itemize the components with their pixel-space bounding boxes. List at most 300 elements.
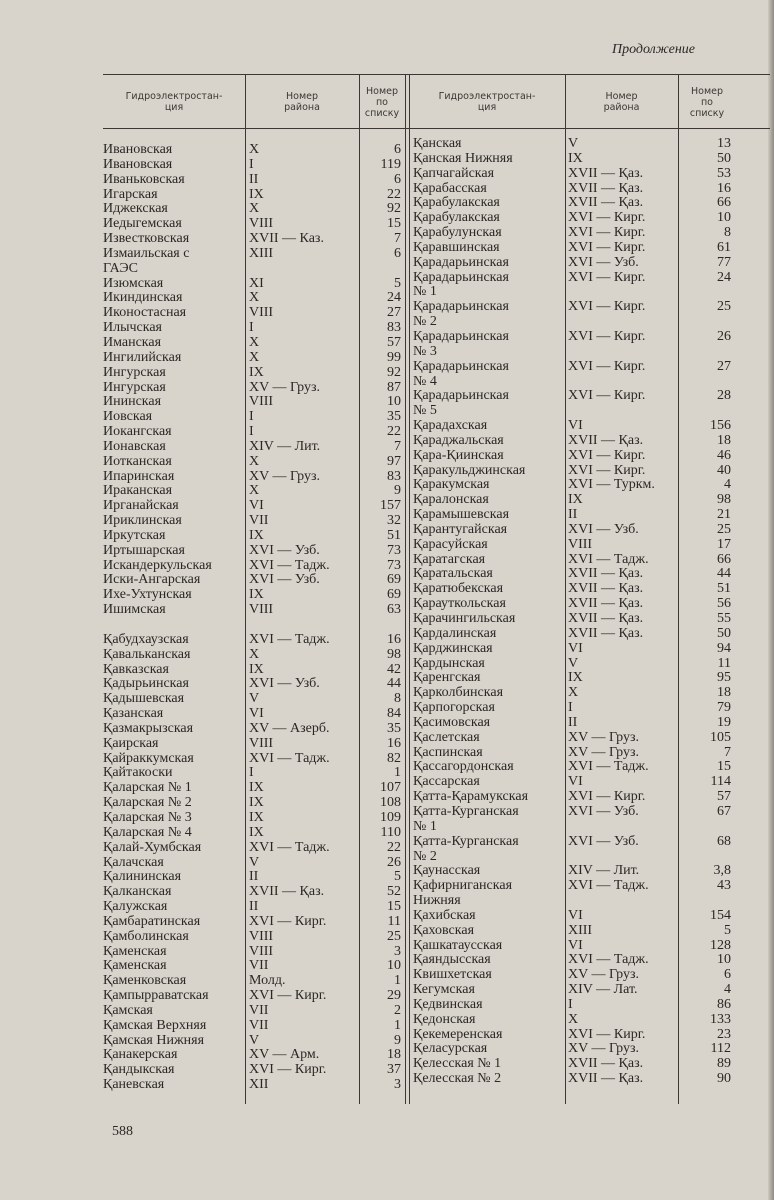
table-row xyxy=(103,974,401,989)
region-number: IX xyxy=(249,809,264,825)
header-number-left: Номер по списку xyxy=(364,85,400,119)
table-row xyxy=(103,722,401,737)
table-row xyxy=(413,360,731,390)
table-row xyxy=(413,300,731,330)
list-number: 9 xyxy=(394,1032,401,1048)
region-number: XVI — Кирг. xyxy=(568,328,646,344)
station-name: Қарадарьинская xyxy=(413,254,509,270)
table-row xyxy=(413,196,731,211)
list-number: 17 xyxy=(717,536,731,552)
list-number: 4 xyxy=(724,477,731,493)
list-number: 6 xyxy=(724,967,731,983)
station-name: Қамская Верхняя xyxy=(103,1017,207,1033)
table-row xyxy=(413,597,731,612)
list-number: 156 xyxy=(710,418,731,434)
region-number: IX xyxy=(249,527,264,543)
station-name: Қарабасская xyxy=(413,180,487,196)
region-number: XVI — Кирг. xyxy=(249,1062,327,1078)
station-name: Иедыгемская xyxy=(103,216,182,232)
list-number: 98 xyxy=(387,646,401,662)
section-gap xyxy=(103,618,401,633)
station-name: Қардалинская xyxy=(413,625,497,641)
region-number: XV — Груз. xyxy=(568,744,640,760)
table-row xyxy=(413,256,731,271)
region-number: XVII — Қаз. xyxy=(249,884,325,900)
station-name: Иртышарская xyxy=(103,542,185,558)
list-number: 69 xyxy=(387,587,401,603)
station-name: Қаракумская xyxy=(413,477,490,493)
table-row xyxy=(413,775,731,790)
list-number: 77 xyxy=(717,254,731,270)
table-row xyxy=(103,440,401,455)
station-name: Қашкатаусская xyxy=(413,937,503,953)
region-number: II xyxy=(568,507,578,523)
table-row xyxy=(413,968,731,983)
list-number: 22 xyxy=(387,839,401,855)
table-row xyxy=(103,633,401,648)
region-number: XVI — Кирг. xyxy=(568,789,646,805)
header-station-right: Гидроэлектростан- ция xyxy=(438,91,536,113)
list-number: 3,8 xyxy=(713,863,731,879)
station-name: Қалканская xyxy=(103,884,172,900)
list-number: 94 xyxy=(717,640,731,656)
station-name: Қарабулакская xyxy=(413,195,500,211)
table-row xyxy=(103,856,401,871)
station-name: Қалачская xyxy=(103,854,164,870)
region-number: XV — Груз. xyxy=(568,729,640,745)
table-row xyxy=(103,381,401,396)
station-name: Қапчагайская xyxy=(413,165,495,181)
table-row xyxy=(103,826,401,841)
list-number: 5 xyxy=(724,922,731,938)
station-name: Қаларская № 2 xyxy=(103,795,192,811)
list-number: 82 xyxy=(387,750,401,766)
region-number: XVI — Тадж. xyxy=(568,878,649,894)
list-number: 92 xyxy=(387,201,401,217)
region-number: XV — Груз. xyxy=(568,967,640,983)
region-number: XVII — Қаз. xyxy=(568,180,644,196)
station-name: Қаратальская xyxy=(413,566,493,582)
region-number: XVII — Қаз. xyxy=(568,625,644,641)
region-number: IX xyxy=(568,670,583,686)
region-number: VI xyxy=(568,907,583,923)
table-row xyxy=(413,137,731,152)
list-number: 10 xyxy=(387,958,401,974)
list-number: 9 xyxy=(394,483,401,499)
region-number: XV — Груз. xyxy=(249,468,321,484)
list-number: 16 xyxy=(717,180,731,196)
station-name: Иски-Ангарская xyxy=(103,572,201,588)
table-row xyxy=(413,523,731,538)
station-name: Қалужская xyxy=(103,899,168,915)
region-number: XVI — Узб. xyxy=(568,254,639,270)
region-number: XVII — Қаз. xyxy=(568,566,644,582)
station-name: Қаравшинская xyxy=(413,239,500,255)
region-number: XVII — Қаз. xyxy=(568,165,644,181)
region-number: I xyxy=(249,320,254,336)
table-row xyxy=(413,627,731,642)
list-number: 53 xyxy=(717,165,731,181)
region-number: VI xyxy=(568,640,583,656)
station-name: Қатта-Курганская № 2 xyxy=(413,833,519,864)
table-row xyxy=(413,731,731,746)
list-number: 107 xyxy=(380,780,401,796)
station-name: Қаспинская xyxy=(413,744,483,760)
station-name: Иотканская xyxy=(103,453,172,469)
region-number: VIII xyxy=(249,305,274,321)
station-name: Ираканская xyxy=(103,483,173,499)
list-number: 67 xyxy=(717,803,731,819)
table-row xyxy=(413,211,731,226)
region-number: X xyxy=(249,453,260,469)
station-name: Қаменская xyxy=(103,943,167,959)
table-row xyxy=(413,760,731,775)
table-row xyxy=(413,553,731,568)
continuation-label: Продолжение xyxy=(612,42,695,57)
region-number: XIV — Лат. xyxy=(568,982,638,998)
table-row xyxy=(413,389,731,419)
list-number: 154 xyxy=(710,907,731,923)
list-number: 29 xyxy=(387,988,401,1004)
station-name: Иджекская xyxy=(103,201,168,217)
table-row xyxy=(103,737,401,752)
station-name: Қараджальская xyxy=(413,432,504,448)
region-number: I xyxy=(249,424,254,440)
station-name: Қарачингильская xyxy=(413,611,516,626)
station-name: Қавказская xyxy=(103,661,169,677)
station-name: Квишхетская xyxy=(413,967,492,983)
table-row xyxy=(413,1057,731,1072)
table-row xyxy=(103,158,401,173)
station-name: Қаренгская xyxy=(413,670,481,686)
region-number: VIII xyxy=(249,928,274,944)
station-name: Қаменская xyxy=(103,958,167,974)
station-name: Илычская xyxy=(103,320,163,336)
table-row xyxy=(413,642,731,657)
region-number: V xyxy=(249,1032,260,1048)
list-number: 63 xyxy=(387,602,401,618)
station-name: Қарадарьинская № 3 xyxy=(413,328,509,359)
station-name: Қатта-Қарамукская xyxy=(413,789,529,805)
table-row xyxy=(103,321,401,336)
region-number: VIII xyxy=(249,602,274,618)
table-row xyxy=(413,879,731,909)
station-name: Қамская xyxy=(103,1002,153,1018)
list-number: 35 xyxy=(387,720,401,736)
region-number: X xyxy=(568,685,579,701)
region-number: V xyxy=(568,136,579,151)
table-row xyxy=(413,538,731,553)
list-number: 24 xyxy=(717,269,731,285)
table-row xyxy=(413,271,731,301)
station-name: Измаильская с ГАЭС xyxy=(103,245,190,276)
table-row xyxy=(103,484,401,499)
region-number: XVII — Қаз. xyxy=(568,611,644,626)
station-name: Қедонская xyxy=(413,1011,476,1027)
list-number: 90 xyxy=(717,1071,731,1087)
station-name: Икиндинская xyxy=(103,290,183,306)
region-number: XV — Груз. xyxy=(568,1041,640,1057)
list-number: 1 xyxy=(394,765,401,781)
list-number: 3 xyxy=(394,943,401,959)
region-number: VI xyxy=(568,418,583,434)
region-number: VI xyxy=(568,774,583,790)
station-name: Ингурская xyxy=(103,379,166,395)
region-number: XVI — Кирг. xyxy=(568,299,646,315)
region-number: VII xyxy=(249,1002,269,1018)
list-number: 7 xyxy=(394,438,401,454)
station-name: Қаховская xyxy=(413,922,475,938)
table-row xyxy=(413,478,731,493)
region-number: X xyxy=(249,142,260,157)
list-number: 84 xyxy=(387,706,401,722)
station-name: Қарасуйская xyxy=(413,536,488,552)
region-number: V xyxy=(249,691,260,707)
table-row xyxy=(103,692,401,707)
station-name: Қаралонская xyxy=(413,492,489,508)
list-number: 6 xyxy=(394,245,401,261)
list-number: 18 xyxy=(387,1047,401,1063)
region-number: XV — Груз. xyxy=(249,379,321,395)
station-name: Қарадарьинская № 2 xyxy=(413,299,509,330)
table-row xyxy=(413,1028,731,1043)
list-number: 28 xyxy=(717,388,731,404)
list-number: 133 xyxy=(710,1011,731,1027)
station-name: Қаунасская xyxy=(413,863,481,879)
table-row xyxy=(413,939,731,954)
region-number: XVI — Кирг. xyxy=(249,988,327,1004)
region-number: Молд. xyxy=(249,973,286,989)
list-number: 6 xyxy=(394,142,401,157)
station-name: Изюмская xyxy=(103,275,164,291)
station-name: Қабудхаузская xyxy=(103,631,189,647)
list-number: 108 xyxy=(380,795,401,811)
station-name: Иманская xyxy=(103,334,162,350)
table-row xyxy=(413,449,731,464)
station-name: Ипаринская xyxy=(103,468,175,484)
table-row xyxy=(103,781,401,796)
station-name: Қаларская № 4 xyxy=(103,824,192,840)
region-number: XVI — Тадж. xyxy=(249,839,330,855)
list-number: 15 xyxy=(387,899,401,915)
table-row xyxy=(103,306,401,321)
header-region-left: Номер района xyxy=(284,91,320,113)
table-row xyxy=(103,143,401,158)
list-number: 46 xyxy=(717,447,731,463)
station-name: Ивановская xyxy=(103,156,173,172)
region-number: VIII xyxy=(249,735,274,751)
table-row xyxy=(413,167,731,182)
table-row xyxy=(103,915,401,930)
table-row xyxy=(413,805,731,835)
list-number: 32 xyxy=(387,513,401,529)
list-number: 16 xyxy=(387,631,401,647)
station-name: Қарадахская xyxy=(413,418,488,434)
region-number: XVII — Қаз. xyxy=(568,581,644,597)
station-name: Иркутская xyxy=(103,527,166,543)
list-number: 50 xyxy=(717,150,731,166)
list-number: 110 xyxy=(380,824,401,840)
list-number: 69 xyxy=(387,572,401,588)
table-top-rule xyxy=(103,74,770,75)
region-number: XVI — Узб. xyxy=(249,676,320,692)
list-number: 52 xyxy=(387,884,401,900)
list-number: 73 xyxy=(387,542,401,558)
list-number: 57 xyxy=(717,789,731,805)
list-number: 11 xyxy=(717,655,731,671)
region-number: XIV — Лит. xyxy=(249,438,321,454)
list-number: 18 xyxy=(717,432,731,448)
table-row xyxy=(103,796,401,811)
region-number: XVI — Тадж. xyxy=(568,952,649,968)
station-name: Қаларская № 3 xyxy=(103,809,192,825)
list-number: 87 xyxy=(387,379,401,395)
region-number: XVI — Кирг. xyxy=(568,447,646,463)
list-number: 68 xyxy=(717,833,731,849)
region-number: IX xyxy=(249,661,264,677)
station-name: Қатта-Курганская № 1 xyxy=(413,803,519,834)
table-row xyxy=(413,864,731,879)
table-row xyxy=(413,1042,731,1057)
table-row xyxy=(103,529,401,544)
station-name: Ихе-Ухтунская xyxy=(103,587,192,603)
station-name: Қекемеренская xyxy=(413,1026,503,1042)
list-number: 10 xyxy=(387,394,401,410)
station-name: Қампырраватская xyxy=(103,988,209,1004)
table-row xyxy=(413,924,731,939)
region-number: XVI — Узб. xyxy=(568,803,639,819)
list-number: 98 xyxy=(717,492,731,508)
list-number: 61 xyxy=(717,239,731,255)
list-number: 1 xyxy=(394,1017,401,1033)
station-name: Қалининская xyxy=(103,869,182,885)
list-number: 3 xyxy=(394,1077,401,1093)
table-row xyxy=(103,870,401,885)
station-name: Ивановская xyxy=(103,142,173,157)
station-name: Қандыкская xyxy=(103,1062,175,1078)
station-name: Қеласурская xyxy=(413,1041,488,1057)
table-row xyxy=(103,707,401,722)
table-row xyxy=(413,790,731,805)
station-name: Қарколбинская xyxy=(413,685,504,701)
table-row xyxy=(103,648,401,663)
list-number: 92 xyxy=(387,364,401,380)
list-number: 128 xyxy=(710,937,731,953)
station-name: Қаменковская xyxy=(103,973,187,989)
station-name: Қахибская xyxy=(413,907,476,923)
list-number: 15 xyxy=(387,216,401,232)
table-row xyxy=(413,701,731,716)
list-number: 27 xyxy=(717,358,731,374)
list-number: 119 xyxy=(380,156,401,172)
header-number-right: Номер по списку xyxy=(689,85,725,119)
list-number: 7 xyxy=(724,744,731,760)
table-row xyxy=(103,900,401,915)
list-number: 51 xyxy=(387,527,401,543)
region-number: IX xyxy=(568,150,583,166)
station-name: Қайтакоски xyxy=(103,765,173,781)
region-number: XII xyxy=(249,1077,269,1093)
column-divider xyxy=(405,74,406,1104)
station-name: Ирганайская xyxy=(103,498,179,514)
table-row xyxy=(103,885,401,900)
region-number: VIII xyxy=(568,536,593,552)
region-number: VIII xyxy=(249,394,274,410)
list-number: 157 xyxy=(380,498,401,514)
list-number: 97 xyxy=(387,453,401,469)
station-name: Известковская xyxy=(103,231,190,247)
station-name: Қазанская xyxy=(103,706,164,722)
table-row xyxy=(413,983,731,998)
region-number: XVI — Тадж. xyxy=(249,557,330,573)
region-number: XVII — Қаз. xyxy=(568,596,644,612)
table-row xyxy=(413,746,731,761)
table-row xyxy=(103,470,401,485)
station-name: Қара-Қиинская xyxy=(413,447,504,463)
region-number: XVI — Кирг. xyxy=(568,1026,646,1042)
list-number: 55 xyxy=(717,611,731,626)
table-row xyxy=(413,998,731,1013)
list-number: 86 xyxy=(717,996,731,1012)
region-number: VII xyxy=(249,513,269,529)
list-number: 10 xyxy=(717,210,731,226)
table-row xyxy=(103,277,401,292)
list-number: 73 xyxy=(387,557,401,573)
region-number: IX xyxy=(249,587,264,603)
table-row xyxy=(413,434,731,449)
station-name: Қарджинская xyxy=(413,640,493,656)
list-number: 66 xyxy=(717,551,731,567)
list-number: 16 xyxy=(387,735,401,751)
left-column xyxy=(103,143,401,1093)
table-row xyxy=(413,686,731,701)
list-number: 51 xyxy=(717,581,731,597)
column-divider xyxy=(409,74,410,1104)
station-name: Искандеркульская xyxy=(103,557,212,573)
list-number: 112 xyxy=(710,1041,731,1057)
region-number: XVI — Кирг. xyxy=(568,462,646,478)
station-name: Қарабулунская xyxy=(413,225,502,241)
table-row xyxy=(103,202,401,217)
table-row xyxy=(103,173,401,188)
list-number: 95 xyxy=(717,670,731,686)
table-row xyxy=(413,567,731,582)
table-row xyxy=(103,1078,401,1093)
table-row xyxy=(103,559,401,574)
station-name: Қарантугайская xyxy=(413,521,508,537)
station-name: Қамская Нижняя xyxy=(103,1032,205,1048)
table-row xyxy=(103,752,401,767)
list-number: 11 xyxy=(387,913,401,929)
region-number: X xyxy=(249,646,260,662)
region-number: VII xyxy=(249,958,269,974)
region-number: IX xyxy=(249,795,264,811)
station-name: Қарадарьинская № 5 xyxy=(413,388,509,419)
station-name: Қаирская xyxy=(103,735,159,751)
table-row xyxy=(413,241,731,256)
list-number: 23 xyxy=(717,1026,731,1042)
station-name: Қаларская № 1 xyxy=(103,780,192,796)
table-row xyxy=(413,226,731,241)
region-number: XVI — Тадж. xyxy=(249,750,330,766)
station-name: Иовская xyxy=(103,409,153,425)
list-number: 7 xyxy=(394,231,401,247)
station-name: Қарадарьинская № 1 xyxy=(413,269,509,300)
station-name: Қанская Нижняя xyxy=(413,150,513,166)
table-row xyxy=(103,573,401,588)
region-number: X xyxy=(568,1011,579,1027)
list-number: 22 xyxy=(387,186,401,202)
